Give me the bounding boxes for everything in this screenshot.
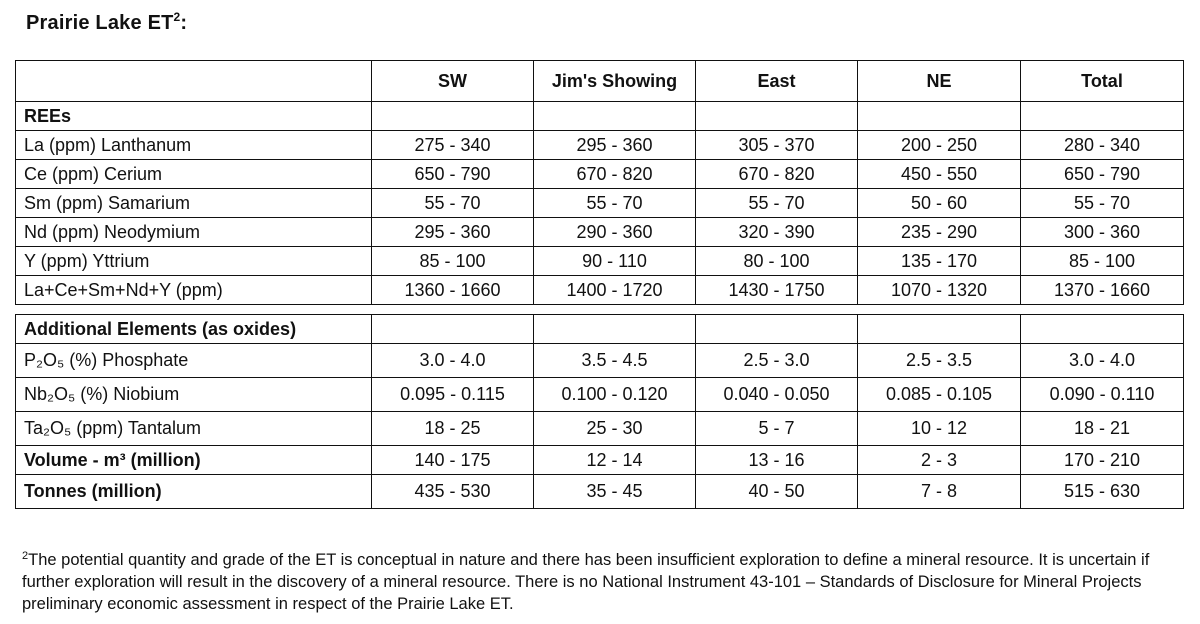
- table-row: [16, 247, 1184, 276]
- cell-value: 0.100 - 0.120: [534, 378, 696, 412]
- footnote: [22, 545, 1182, 615]
- row-label: Tonnes (million): [16, 475, 372, 509]
- row-label: Ce (ppm) Cerium: [16, 160, 372, 189]
- table-row: [16, 412, 1184, 446]
- cell-value: 650 - 790: [372, 160, 534, 189]
- cell-value: 280 - 340: [1021, 131, 1184, 160]
- row-label: La (ppm) Lanthanum: [16, 131, 372, 160]
- cell-value: 2.5 - 3.0: [696, 344, 858, 378]
- cell-value: 12 - 14: [534, 446, 696, 475]
- cell-value: 90 - 110: [534, 247, 696, 276]
- cell-value: 0.090 - 0.110: [1021, 378, 1184, 412]
- cell-value: 1370 - 1660: [1021, 276, 1184, 305]
- cell-value: 1360 - 1660: [372, 276, 534, 305]
- table-row: [16, 446, 1184, 475]
- cell-value: 670 - 820: [534, 160, 696, 189]
- cell-value: 670 - 820: [696, 160, 858, 189]
- cell-value: 2 - 3: [858, 446, 1021, 475]
- column-header-jims-showing: Jim's Showing: [534, 61, 696, 102]
- row-label: P₂O₅ (%) Phosphate: [16, 344, 372, 378]
- row-label: Sm (ppm) Samarium: [16, 189, 372, 218]
- cell-value: 295 - 360: [372, 218, 534, 247]
- cell-value: 135 - 170: [858, 247, 1021, 276]
- table-row: [16, 276, 1184, 305]
- cell-value: 3.5 - 4.5: [534, 344, 696, 378]
- cell-value: 55 - 70: [534, 189, 696, 218]
- cell-value: 18 - 25: [372, 412, 534, 446]
- footnote-marker: 2: [22, 550, 29, 562]
- cell-value: 35 - 45: [534, 475, 696, 509]
- cell-value: 435 - 530: [372, 475, 534, 509]
- cell-value: 295 - 360: [534, 131, 696, 160]
- column-header-east: East: [696, 61, 858, 102]
- cell-value: 85 - 100: [372, 247, 534, 276]
- cell-value: 3.0 - 4.0: [1021, 344, 1184, 378]
- column-header-ne: NE: [858, 61, 1021, 102]
- cell-value: 515 - 630: [1021, 475, 1184, 509]
- section-heading-row: [16, 102, 1184, 131]
- cell-value: 140 - 175: [372, 446, 534, 475]
- cell-value: 25 - 30: [534, 412, 696, 446]
- table-header-row: [16, 61, 1184, 102]
- title-text: Prairie Lake ET: [26, 12, 174, 34]
- cell-value: 5 - 7: [696, 412, 858, 446]
- cell-value: 1430 - 1750: [696, 276, 858, 305]
- cell-value: 170 - 210: [1021, 446, 1184, 475]
- cell-value: 13 - 16: [696, 446, 858, 475]
- cell-value: 80 - 100: [696, 247, 858, 276]
- cell-value: 0.040 - 0.050: [696, 378, 858, 412]
- cell-value: 235 - 290: [858, 218, 1021, 247]
- row-label: Ta₂O₅ (ppm) Tantalum: [16, 412, 372, 446]
- column-header-total: Total: [1021, 61, 1184, 102]
- cell-value: 3.0 - 4.0: [372, 344, 534, 378]
- cell-value: 450 - 550: [858, 160, 1021, 189]
- cell-value: 40 - 50: [696, 475, 858, 509]
- table-row: [16, 218, 1184, 247]
- column-header-sw: SW: [372, 61, 534, 102]
- table-row: [16, 131, 1184, 160]
- cell-value: 275 - 340: [372, 131, 534, 160]
- cell-value: 85 - 100: [1021, 247, 1184, 276]
- row-label: Volume - m³ (million): [16, 446, 372, 475]
- et-estimate-table: [15, 60, 1184, 509]
- cell-value: 300 - 360: [1021, 218, 1184, 247]
- title-footnote-marker: 2: [173, 10, 181, 24]
- cell-value: 7 - 8: [858, 475, 1021, 509]
- cell-value: 1400 - 1720: [534, 276, 696, 305]
- title-suffix: :: [180, 12, 188, 34]
- row-label: Nd (ppm) Neodymium: [16, 218, 372, 247]
- table-row: [16, 378, 1184, 412]
- section-heading-row: [16, 315, 1184, 344]
- cell-value: 55 - 70: [696, 189, 858, 218]
- cell-value: 55 - 70: [1021, 189, 1184, 218]
- footnote-text: The potential quantity and grade of the ET is conceptual in nature and there has been insufficient exploration to define a mineral resource. It is uncertain if further exploration will result in the discovery of a mineral resource. There is no National Instrument 43-101 – Standards of Disclosure for Mineral Projects preliminary economic assessment in respect of the Prairie Lake ET.: [22, 551, 1150, 613]
- section-divider: [16, 305, 1184, 315]
- cell-value: 200 - 250: [858, 131, 1021, 160]
- header-blank-cell: [16, 61, 372, 102]
- cell-value: 50 - 60: [858, 189, 1021, 218]
- cell-value: 650 - 790: [1021, 160, 1184, 189]
- section-heading: Additional Elements (as oxides): [16, 315, 372, 344]
- row-label: Nb₂O₅ (%) Niobium: [16, 378, 372, 412]
- cell-value: 0.095 - 0.115: [372, 378, 534, 412]
- table-row: [16, 475, 1184, 509]
- cell-value: 10 - 12: [858, 412, 1021, 446]
- page-title: [26, 10, 187, 35]
- section-heading: REEs: [16, 102, 372, 131]
- cell-value: 0.085 - 0.105: [858, 378, 1021, 412]
- cell-value: 1070 - 1320: [858, 276, 1021, 305]
- table-row: [16, 160, 1184, 189]
- cell-value: 320 - 390: [696, 218, 858, 247]
- cell-value: 18 - 21: [1021, 412, 1184, 446]
- row-label: Y (ppm) Yttrium: [16, 247, 372, 276]
- table-row: [16, 344, 1184, 378]
- cell-value: 2.5 - 3.5: [858, 344, 1021, 378]
- row-label: La+Ce+Sm+Nd+Y (ppm): [16, 276, 372, 305]
- cell-value: 290 - 360: [534, 218, 696, 247]
- cell-value: 305 - 370: [696, 131, 858, 160]
- cell-value: 55 - 70: [372, 189, 534, 218]
- table-row: [16, 189, 1184, 218]
